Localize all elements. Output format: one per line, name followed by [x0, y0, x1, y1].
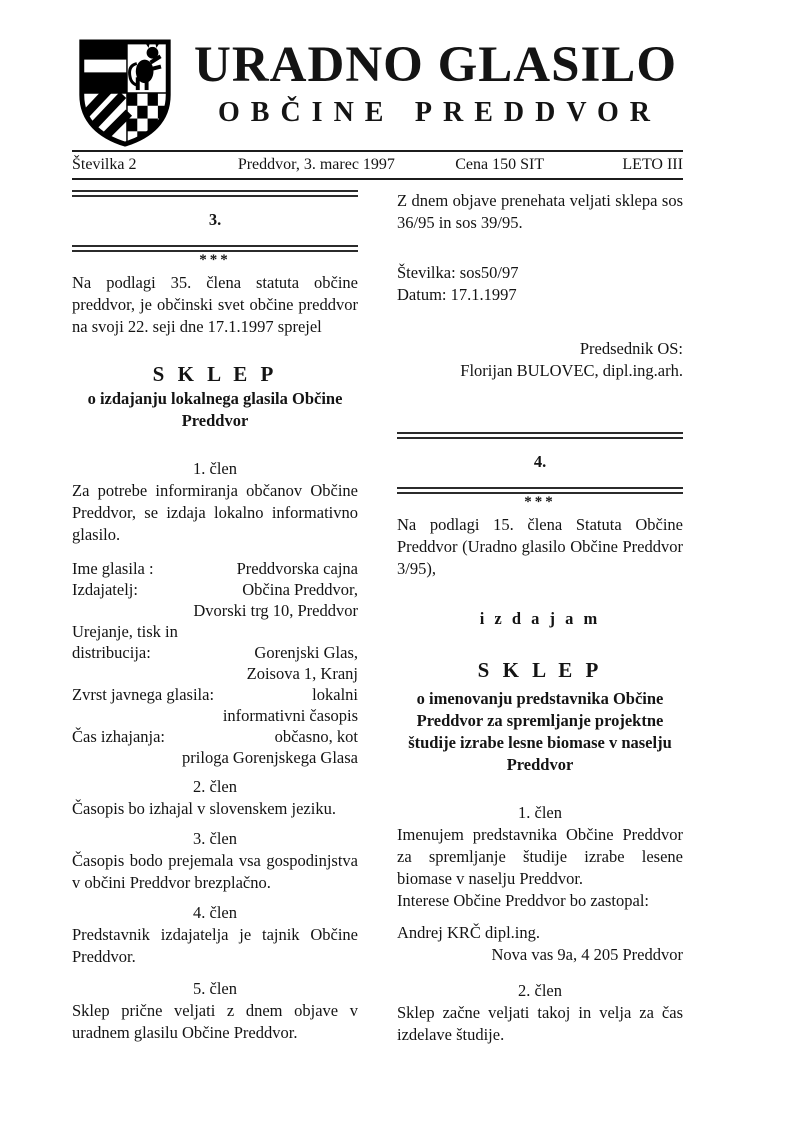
- document-number: Številka: sos50/97: [397, 263, 519, 282]
- section-number: 4.: [533, 452, 547, 471]
- section-divider: [397, 487, 683, 494]
- publication-details: [72, 558, 358, 768]
- masthead-title: URADNO GLASILO: [194, 37, 677, 93]
- detail-line: [72, 558, 358, 579]
- section-divider: [72, 190, 358, 197]
- article-heading: 1. člen: [193, 459, 237, 478]
- detail-value: informativni časopis: [222, 706, 358, 725]
- issue-number: Številka 2: [72, 156, 137, 173]
- detail-line: [72, 663, 358, 684]
- stars-separator: ***: [524, 494, 556, 510]
- detail-value: Dvorski trg 10, Preddvor: [193, 601, 358, 620]
- detail-label: Izdajatelj:: [72, 580, 138, 599]
- article-heading: 5. člen: [193, 979, 237, 998]
- detail-line: [72, 705, 358, 726]
- column-right: [397, 185, 683, 1046]
- detail-line: [72, 621, 358, 642]
- place-and-date: Preddvor, 3. marec 1997: [237, 156, 395, 173]
- article-heading: 4. člen: [193, 903, 237, 922]
- detail-line: [72, 579, 358, 600]
- article-body-extra: Interese Občine Preddvor bo zastopal:: [397, 891, 649, 910]
- price: Cena 150 SIT: [455, 156, 545, 173]
- article-body: Časopis bo izhajal v slovenskem jeziku.: [72, 799, 336, 818]
- preddvor-coat-of-arms-icon: [72, 38, 178, 148]
- stars-separator: ***: [199, 252, 231, 268]
- article-body: Sklep začne veljati takoj in velja za čas izdelave študije.: [397, 1003, 683, 1044]
- decree-title: S K L E P: [477, 658, 603, 682]
- legal-intro: Na podlagi 15. člena Statuta Občine Preddvor (Uradno glasilo Občine Preddvor 3/95),: [397, 515, 683, 578]
- detail-label: Zvrst javnega glasila:: [72, 685, 215, 704]
- decree-title: S K L E P: [152, 362, 278, 386]
- section-number: 3.: [208, 210, 222, 229]
- section-divider: [397, 432, 683, 439]
- decree-subtitle: o izdajanju lokalnega glasila Občine Preddvor: [87, 389, 343, 430]
- representative-address: Nova vas 9a, 4 205 Preddvor: [491, 945, 683, 964]
- article-heading: 2. člen: [518, 981, 562, 1000]
- detail-line: [72, 747, 358, 768]
- decree-subtitle: o imenovanju predstavnika Občine Preddvor za spremljanje projektne študije izrabe lesne biomase v naselju Preddvor: [408, 689, 672, 774]
- detail-value: lokalni: [312, 685, 358, 704]
- detail-label: distribucija:: [72, 643, 151, 662]
- signature-role: Predsednik OS:: [579, 339, 683, 358]
- article-body: Imenujem predstavnika Občine Preddvor za spremljanje študije izrabe lesene biomase v naselju Preddvor.: [397, 825, 683, 888]
- issue-infobar: [72, 150, 683, 180]
- izdajam-line: i z d a j a m: [479, 609, 601, 628]
- detail-line: [72, 684, 358, 705]
- masthead: [72, 36, 683, 129]
- document-date: Datum: 17.1.1997: [397, 285, 517, 304]
- article-body: Časopis bodo prejemala vsa gospodinjstva v občini Preddvor brezplačno.: [72, 851, 358, 892]
- detail-line: [72, 600, 358, 621]
- detail-value: [178, 621, 358, 642]
- repeal-paragraph: Z dnem objave prenehata veljati sklepa sos 36/95 in sos 39/95.: [397, 191, 683, 232]
- detail-label: Ime glasila :: [72, 559, 154, 578]
- detail-value: občasno, kot: [274, 727, 358, 746]
- masthead-subtitle-word-preddvor: PREDDVOR: [414, 97, 661, 128]
- representative-name: Andrej KRČ dipl.ing.: [397, 923, 540, 942]
- section-divider: [72, 245, 358, 252]
- detail-line: [72, 642, 358, 663]
- masthead-subtitle: [188, 97, 683, 129]
- article-heading: 3. člen: [193, 829, 237, 848]
- article-body: Za potrebe informiranja občanov Občine Preddvor, se izdaja lokalno informativno glasilo.: [72, 481, 358, 544]
- column-left: [72, 185, 358, 1044]
- signature-block: [397, 338, 683, 382]
- detail-value: Preddvorska cajna: [236, 559, 358, 578]
- signature-name: Florijan BULOVEC, dipl.ing.arh.: [460, 361, 683, 380]
- detail-line: [72, 726, 358, 747]
- volume: LETO III: [622, 156, 683, 173]
- detail-label: Čas izhajanja:: [72, 727, 166, 746]
- article-heading: 2. člen: [193, 777, 237, 796]
- detail-value: Občina Preddvor,: [242, 580, 358, 599]
- detail-value: Zoisova 1, Kranj: [246, 664, 358, 683]
- detail-label: Urejanje, tisk in: [72, 622, 178, 641]
- detail-value: Gorenjski Glas,: [254, 643, 358, 662]
- legal-intro: Na podlagi 35. člena statuta občine preddvor, je občinski svet občine preddvor na svoji 22. seji dne 17.1.1997 sprejel: [72, 273, 358, 336]
- article-body: Sklep prične veljati z dnem objave v uradnem glasilu Občine Preddvor.: [72, 1001, 358, 1042]
- article-heading: 1. člen: [518, 803, 562, 822]
- masthead-subtitle-word-obcine: OBČINE: [218, 97, 395, 128]
- article-body: Predstavnik izdajatelja je tajnik Občine Preddvor.: [72, 925, 358, 966]
- detail-value: priloga Gorenjskega Glasa: [182, 748, 358, 767]
